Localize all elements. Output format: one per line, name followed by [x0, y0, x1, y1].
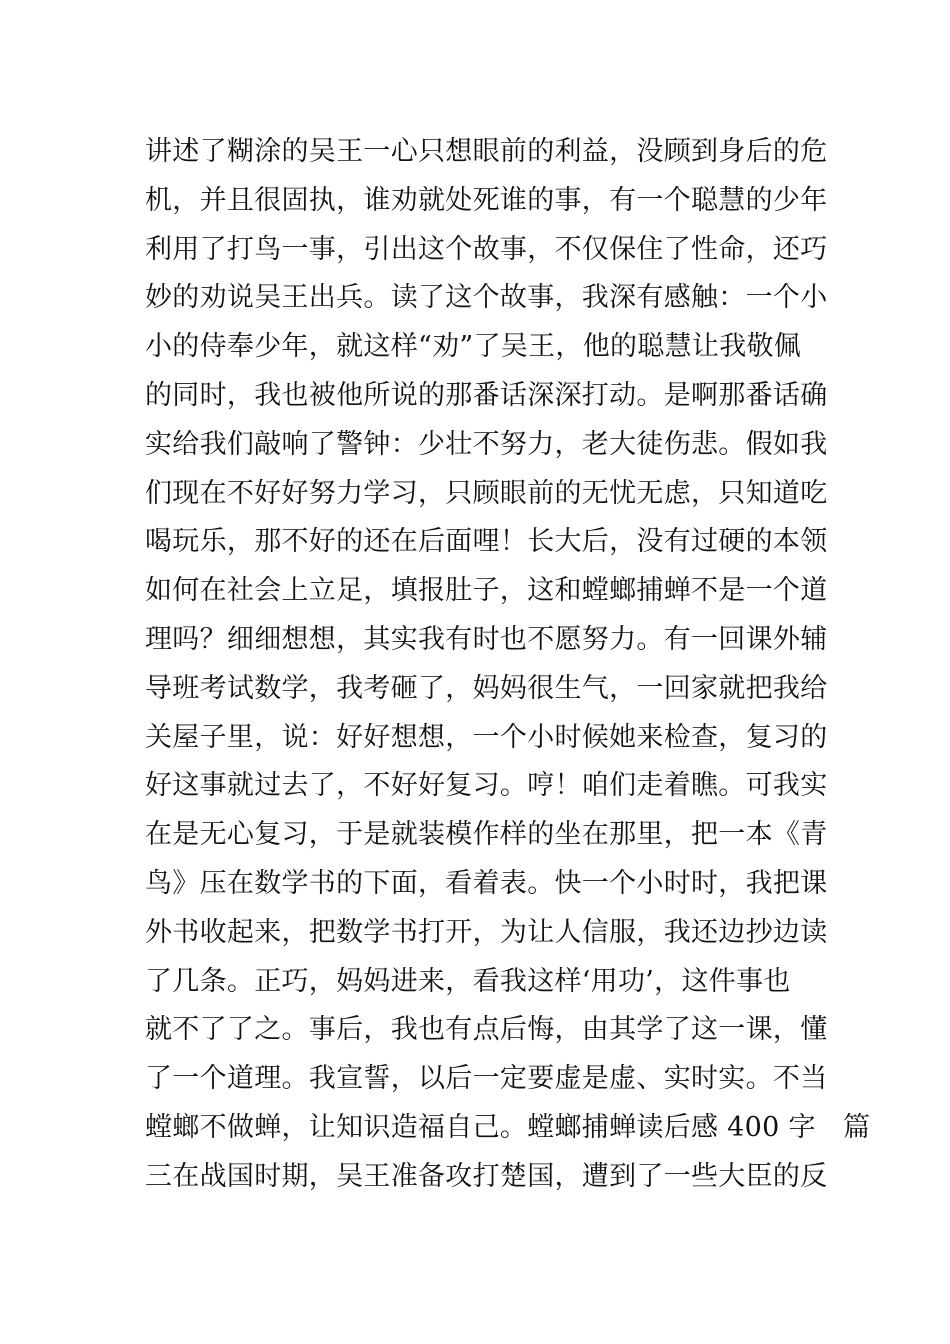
text-line-22: 三在战国时期，吴王准备攻打楚国，遭到了一些大臣的反	[145, 1160, 828, 1192]
text-line-3: 利用了打鸟一事，引出这个故事，不仅保住了性命，还巧	[145, 233, 828, 265]
text-line-5: 小的侍奉少年，就这样“劝”了吴王，他的聪慧让我敬佩	[145, 331, 802, 363]
text-line-1: 讲述了糊涂的吴王一心只想眼前的利益，没顾到身后的危	[145, 136, 828, 167]
text-line-6: 的同时，我也被他所说的那番话深深打动。是啊那番话确	[145, 379, 828, 411]
text-line-13: 关屋子里，说：好好想想，一个小时候她来检查，复习的	[145, 721, 828, 753]
text-line-2: 机，并且很固执，谁劝就处死谁的事，有一个聪慧的少年	[145, 184, 828, 216]
text-line-19: 就不了了之。事后，我也有点后悔，由其学了这一课，懂	[145, 1014, 828, 1046]
text-line-15: 在是无心复习，于是就装模作样的坐在那里，把一本《青	[145, 819, 828, 851]
text-line-10: 如何在社会上立足，填报肚子，这和螳螂捕蝉不是一个道	[145, 575, 828, 607]
text-line-20: 了一个道理。我宣誓，以后一定要虚是虚、实时实。不当	[145, 1063, 828, 1095]
text-line-21: 螳螂不做蝉，让知识造福自己。螳螂捕蝉读后感 400 字 篇	[145, 1111, 871, 1143]
text-line-4: 妙的劝说吴王出兵。读了这个故事，我深有感触：一个小	[145, 282, 828, 314]
text-line-17: 外书收起来，把数学书打开，为让人信服，我还边抄边读	[145, 916, 828, 948]
text-line-11: 理吗？细细想想，其实我有时也不愿努力。有一回课外辅	[145, 623, 828, 655]
text-line-7: 实给我们敲响了警钟：少壮不努力，老大徒伤悲。假如我	[145, 428, 828, 460]
text-line-12: 导班考试数学，我考砸了，妈妈很生气，一回家就把我给	[145, 672, 828, 704]
body-text	[145, 128, 871, 1202]
text-line-8: 们现在不好好努力学习，只顾眼前的无忧无虑，只知道吃	[145, 477, 828, 509]
text-line-9: 喝玩乐，那不好的还在后面哩！长大后，没有过硬的本领	[145, 526, 828, 558]
text-line-16: 鸟》压在数学书的下面，看着表。快一个小时时，我把课	[145, 867, 828, 899]
text-line-18: 了几条。正巧，妈妈进来，看我这样‘用功’，这件事也	[145, 965, 791, 997]
text-line-14: 好这事就过去了，不好好复习。哼！咱们走着瞧。可我实	[145, 770, 828, 802]
